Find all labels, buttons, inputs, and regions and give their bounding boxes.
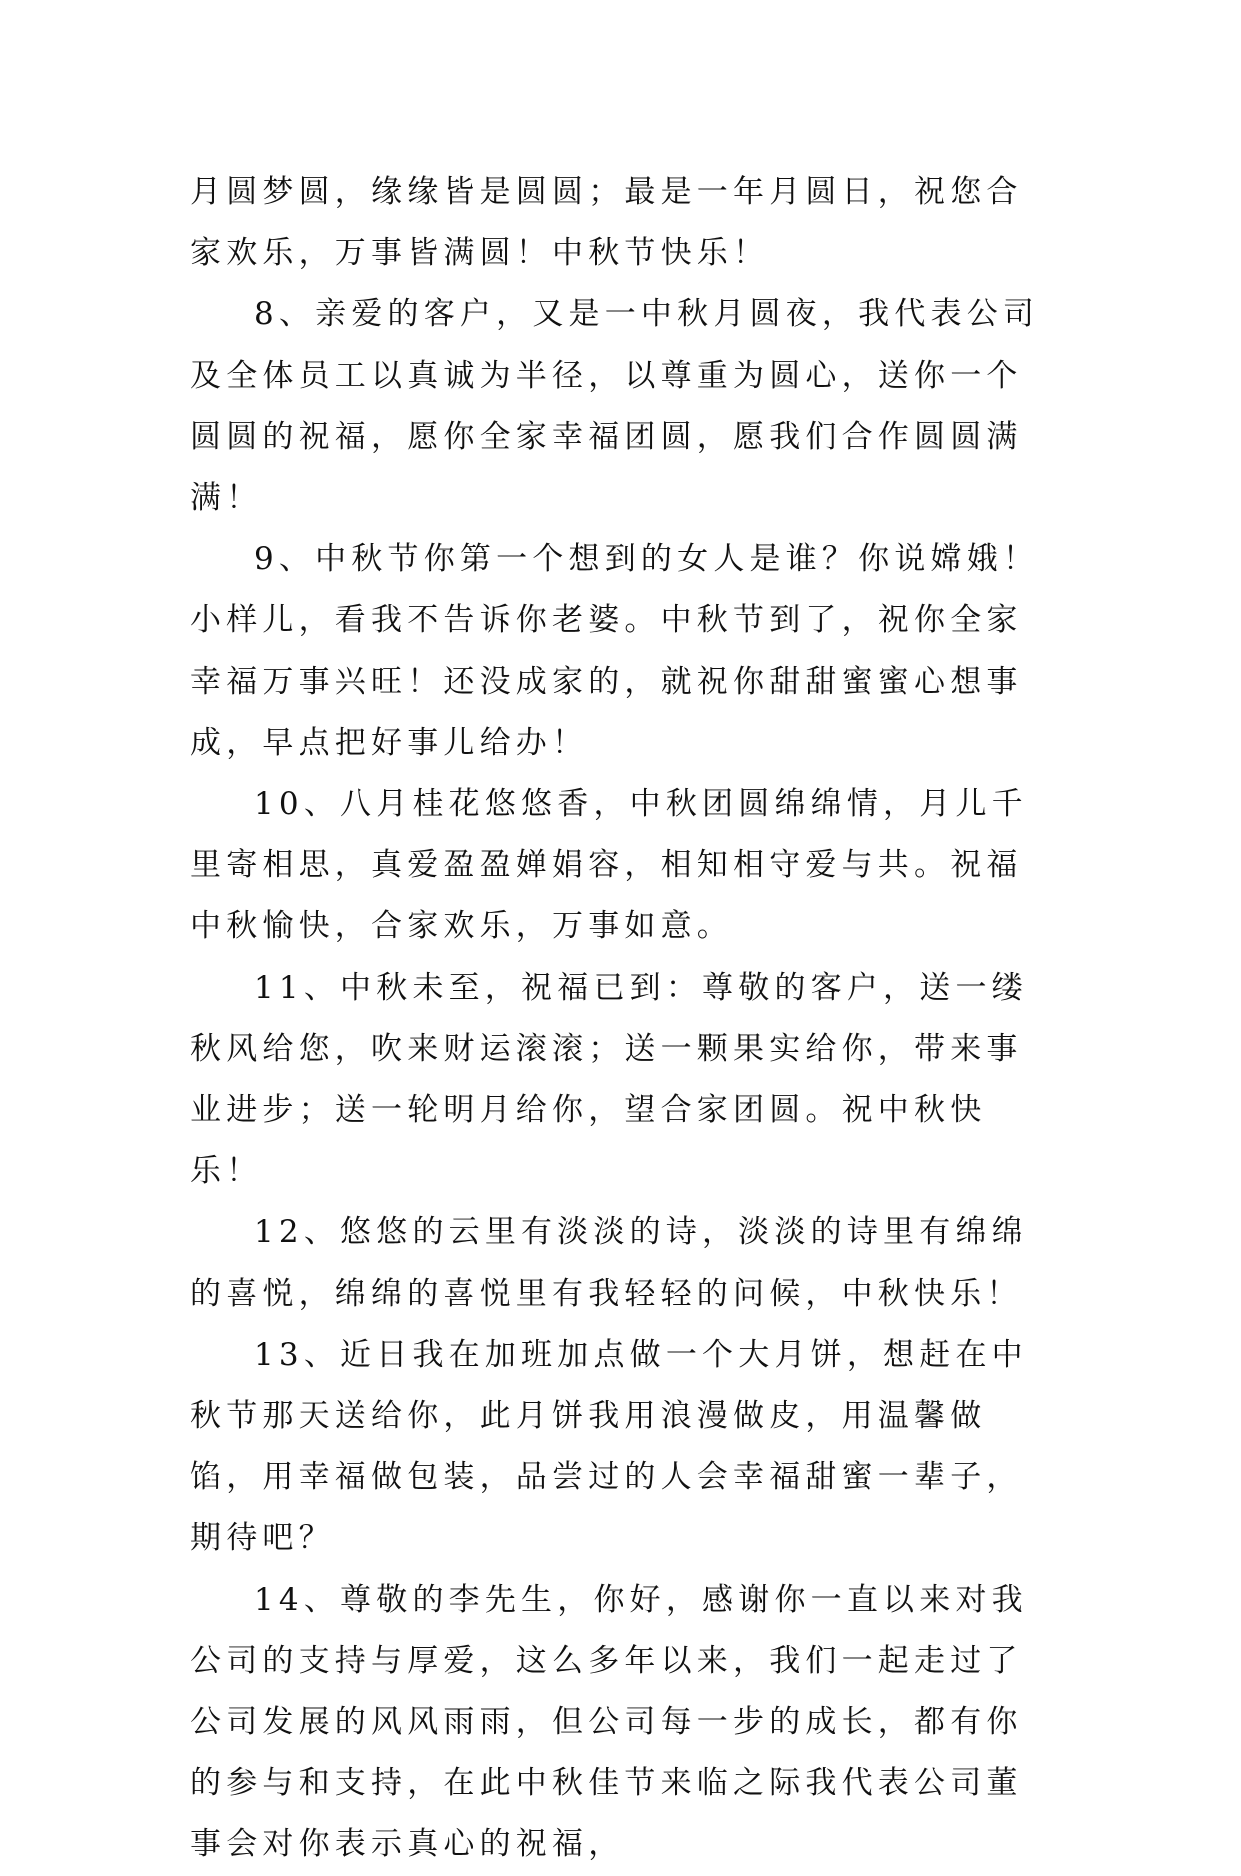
paragraph-13: 13、近日我在加班加点做一个大月饼，想赶在中秋节那天送给你，此月饼我用浪漫做皮，用温馨做馅，用幸福做包装，品尝过的人会幸福甜蜜一辈子，期待吧？ [190, 1336, 1028, 1557]
document-body [190, 162, 1050, 1876]
paragraph-9: 9、中秋节你第一个想到的女人是谁？你说嫦娥！小样儿，看我不告诉你老婆。中秋节到了，祝你全家幸福万事兴旺！还没成家的，就祝你甜甜蜜蜜心想事成，早点把好事儿给办！ [190, 541, 1040, 761]
paragraph-11: 11、中秋未至，祝福已到：尊敬的客户，送一缕秋风给您，吹来财运滚滚；送一颗果实给你，带来事业进步；送一轮明月给你，望合家团圆。祝中秋快乐！ [190, 969, 1028, 1190]
paragraph-10: 10、八月桂花悠悠香，中秋团圆绵绵情，月儿千里寄相思，真爱盈盈婵娟容，相知相守爱与共。祝福中秋愉快，合家欢乐，万事如意。 [190, 786, 1028, 945]
paragraph-12: 12、悠悠的云里有淡淡的诗，淡淡的诗里有绵绵的喜悦，绵绵的喜悦里有我轻轻的问候，中秋快乐！ [190, 1214, 1028, 1312]
paragraph-8: 8、亲爱的客户，又是一中秋月圆夜，我代表公司及全体员工以真诚为半径，以尊重为圆心，送你一个圆圆的祝福，愿你全家幸福团圆，愿我们合作圆圆满满！ [190, 296, 1040, 517]
paragraph-continuation: 月圆梦圆，缘缘皆是圆圆；最是一年月圆日，祝您合家欢乐，万事皆满圆！中秋节快乐！ [190, 174, 1023, 272]
paragraph-14: 14、尊敬的李先生，你好，感谢你一直以来对我公司的支持与厚爱，这么多年以来，我们一起走过了公司发展的风风雨雨，但公司每一步的成长，都有你的参与和支持，在此中秋佳节来临之际我代表公司董事会对你表示真心的祝福， [190, 1581, 1028, 1863]
